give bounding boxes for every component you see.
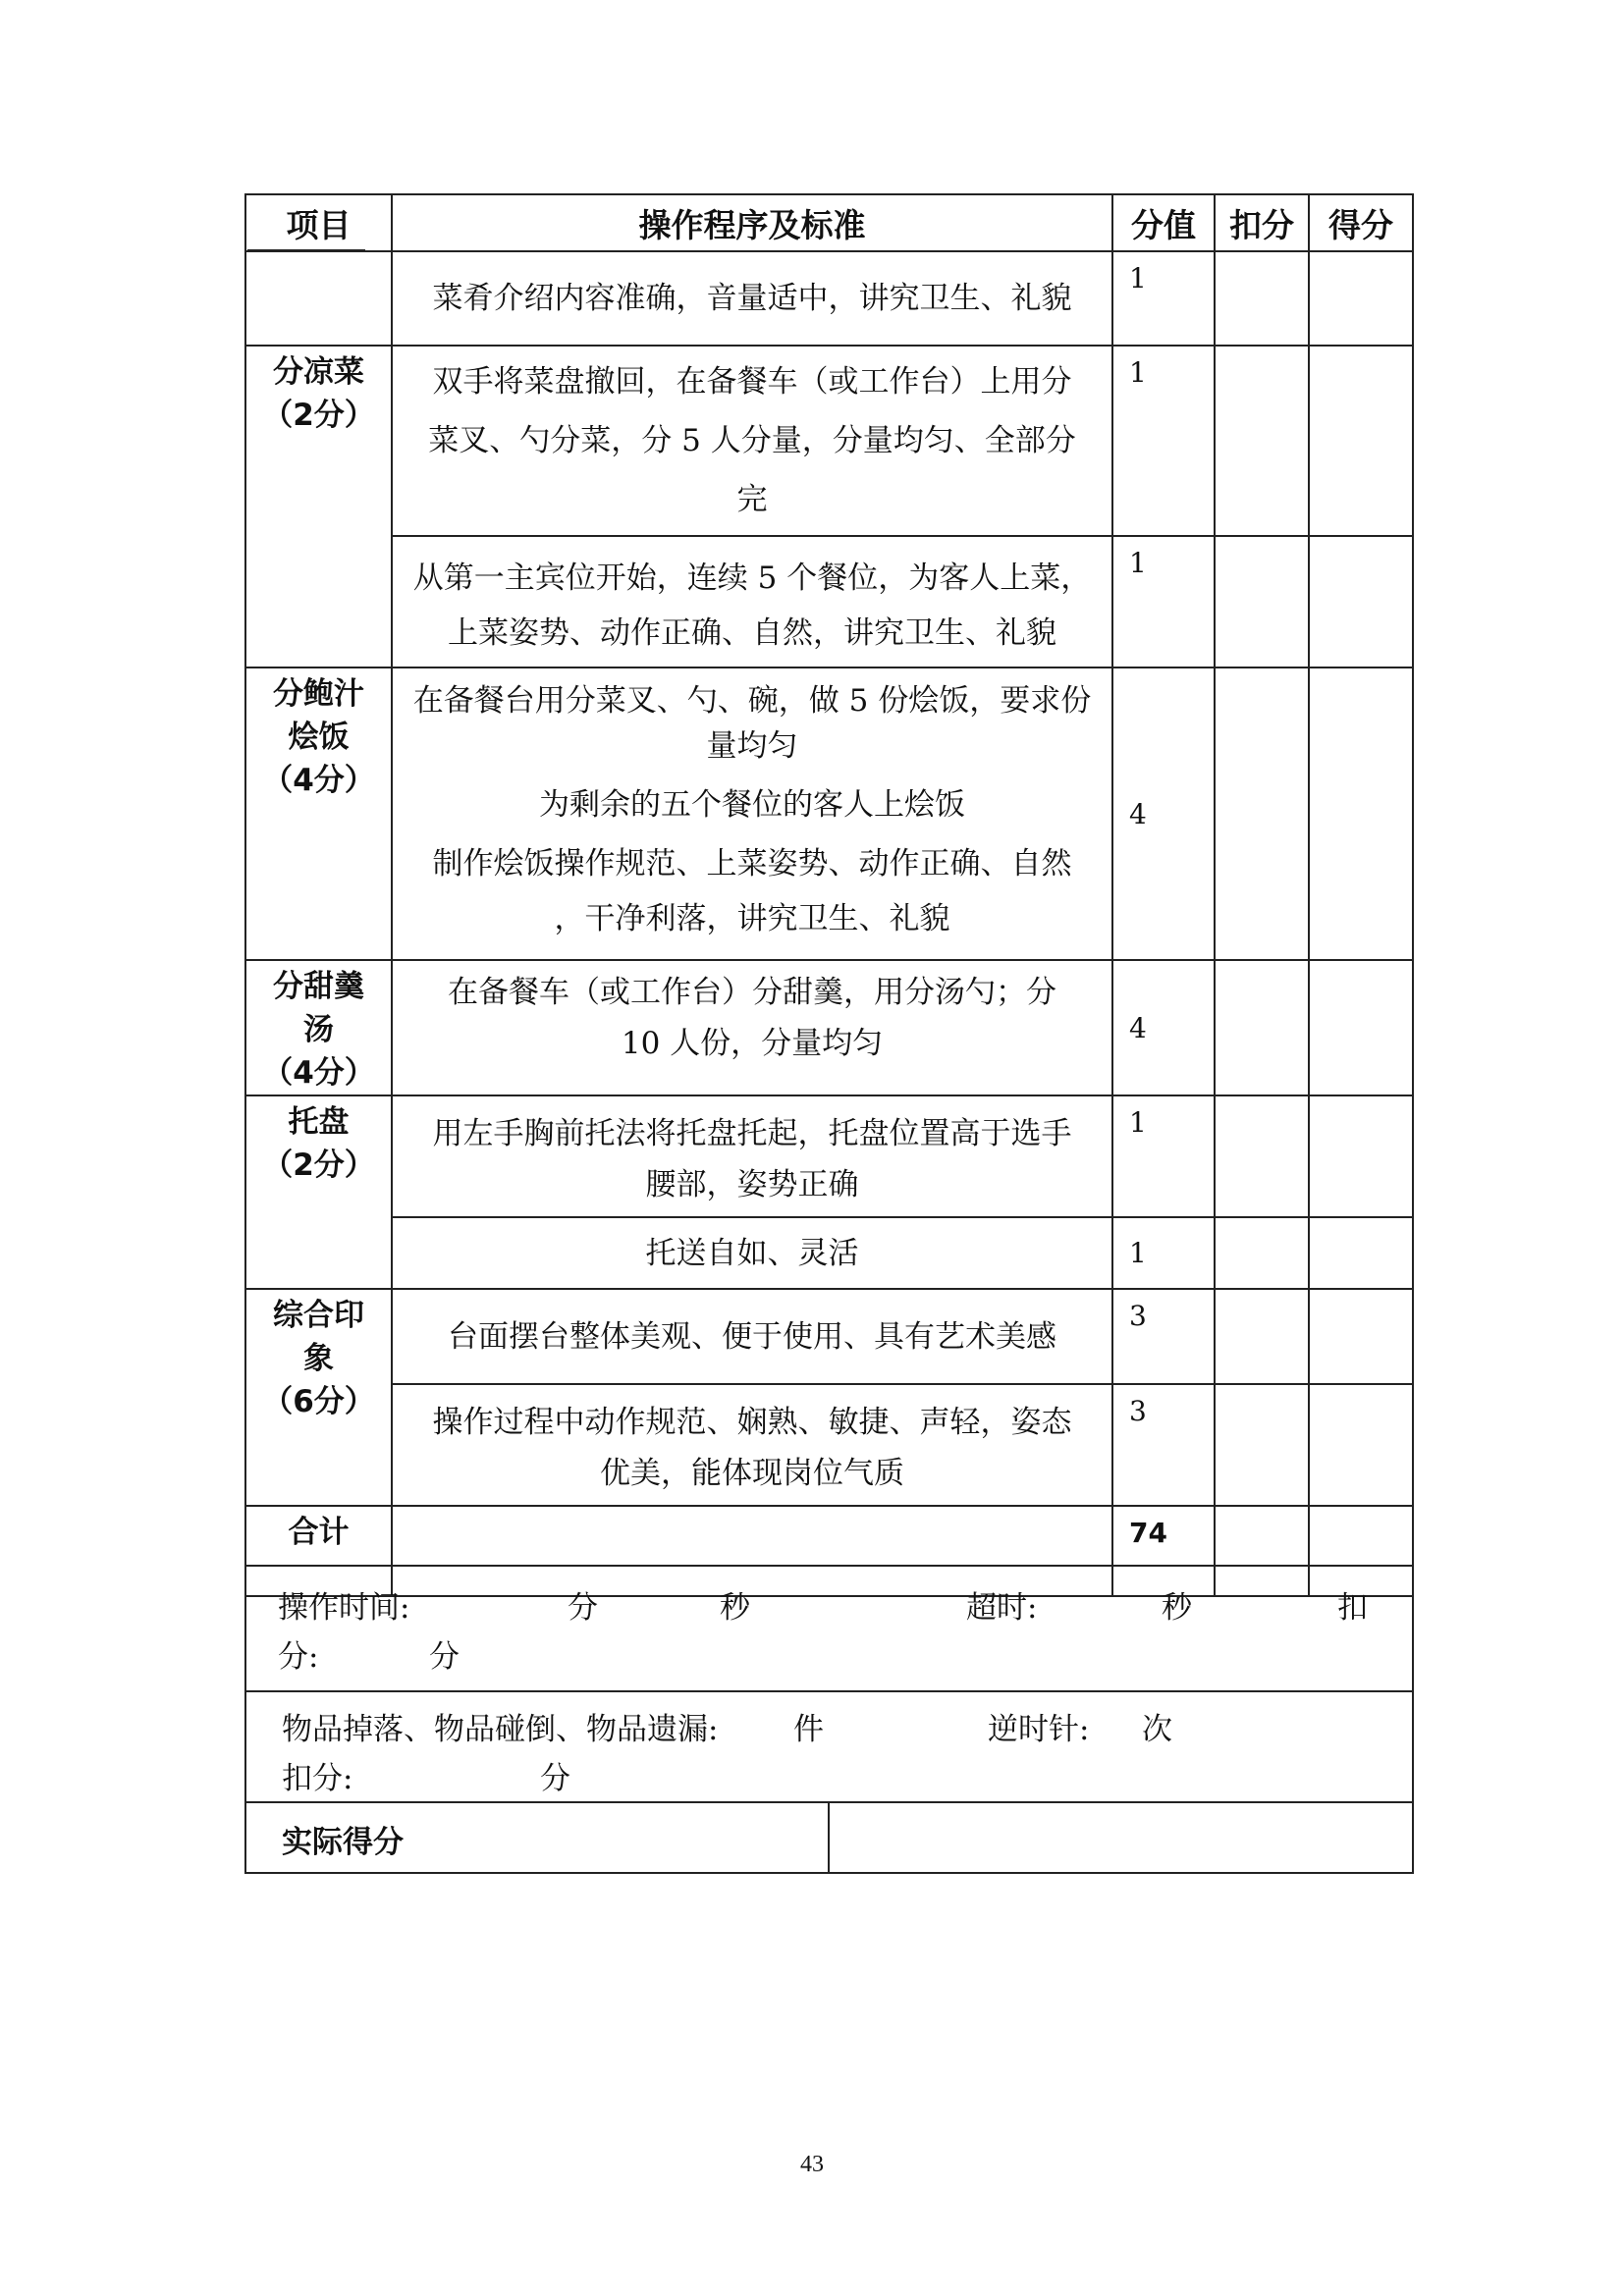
deduct-char: 扣 bbox=[1337, 1590, 1368, 1626]
score-cell[interactable] bbox=[1309, 1289, 1413, 1384]
table-row bbox=[245, 667, 1413, 960]
deduction-cell[interactable] bbox=[1215, 1384, 1309, 1506]
item-cell bbox=[245, 346, 392, 667]
table-row bbox=[245, 536, 1413, 667]
points-cell: 1 bbox=[1112, 251, 1215, 346]
header-item: 项目 bbox=[245, 194, 392, 251]
deduction-cell[interactable] bbox=[1215, 1217, 1309, 1289]
deduction-cell[interactable] bbox=[1215, 1289, 1309, 1384]
procedure-cell: 在备餐车（或工作台）分甜羹，用分汤勺；分 10 人份，分量均匀 bbox=[392, 960, 1112, 1095]
deduction-cell[interactable] bbox=[1215, 251, 1309, 346]
item-cell: 分甜羹 汤 （4分） bbox=[245, 960, 392, 1095]
item-cell: 分鲍汁 烩饭 （4分） bbox=[245, 667, 392, 960]
cell-divider-mark bbox=[247, 249, 365, 251]
items-cell[interactable] bbox=[245, 1691, 1413, 1802]
items-row bbox=[245, 1691, 1413, 1802]
table-row bbox=[245, 346, 1413, 536]
header-row bbox=[245, 194, 1413, 251]
ccw-unit: 次 bbox=[1142, 1712, 1172, 1747]
footer-table bbox=[244, 1565, 1414, 1874]
items-label: 物品掉落、物品碰倒、物品遗漏: bbox=[282, 1712, 719, 1747]
table-row bbox=[245, 251, 1413, 346]
item-label: 分凉菜 bbox=[273, 354, 364, 390]
item-cell bbox=[245, 251, 392, 346]
points-cell: 1 bbox=[1112, 1095, 1215, 1217]
deduct-label: 扣分: bbox=[282, 1761, 353, 1796]
procedure-cell: 菜肴介绍内容准确，音量适中，讲究卫生、礼貌 bbox=[392, 251, 1112, 346]
header-points: 分值 bbox=[1112, 194, 1215, 251]
table-row bbox=[245, 1217, 1413, 1289]
header-procedure: 操作程序及标准 bbox=[392, 194, 1112, 251]
procedure-cell: 在备餐台用分菜叉、勺、碗，做 5 份烩饭，要求份 量均匀 为剩余的五个餐位的客人上烩饭 制作烩饭操作规范、上菜姿势、动作正确、自然 ，干净利落，讲究卫生、礼貌 bbox=[392, 667, 1112, 960]
procedure-cell: 台面摆台整体美观、便于使用、具有艺术美感 bbox=[392, 1289, 1112, 1384]
score-cell[interactable] bbox=[1309, 960, 1413, 1095]
minute-unit: 分 bbox=[568, 1590, 598, 1626]
time-cell[interactable] bbox=[245, 1566, 1413, 1691]
table-row bbox=[245, 1095, 1413, 1217]
overtime-label: 超时: bbox=[966, 1590, 1038, 1626]
table-row bbox=[245, 1289, 1413, 1384]
score-cell[interactable] bbox=[1309, 1095, 1413, 1217]
time-row bbox=[245, 1566, 1413, 1691]
deduction-cell[interactable] bbox=[1215, 960, 1309, 1095]
scoring-table bbox=[244, 193, 1414, 1597]
score-cell[interactable] bbox=[1309, 346, 1413, 536]
points-cell: 1 bbox=[1112, 346, 1215, 536]
second-unit: 秒 bbox=[720, 1590, 750, 1626]
points-cell: 3 bbox=[1112, 1289, 1215, 1384]
item-cell: 综合印 象 （6分） bbox=[245, 1289, 392, 1506]
score-cell[interactable] bbox=[1309, 1384, 1413, 1506]
actual-score-label: 实际得分 bbox=[245, 1802, 829, 1873]
score-cell[interactable] bbox=[1309, 536, 1413, 667]
table-row bbox=[245, 960, 1413, 1095]
points-cell: 4 bbox=[1112, 667, 1215, 960]
deduct-unit: 分 bbox=[540, 1761, 570, 1796]
points-cell: 4 bbox=[1112, 960, 1215, 1095]
deduction-cell[interactable] bbox=[1215, 667, 1309, 960]
page-number: 43 bbox=[800, 2152, 824, 2177]
deduction-cell[interactable] bbox=[1215, 1095, 1309, 1217]
fen-label: 分: bbox=[278, 1639, 319, 1675]
procedure-cell: 用左手胸前托法将托盘托起，托盘位置高于选手 腰部，姿势正确 bbox=[392, 1095, 1112, 1217]
header-score: 得分 bbox=[1309, 194, 1413, 251]
points-cell: 3 bbox=[1112, 1384, 1215, 1506]
items-unit: 件 bbox=[793, 1712, 824, 1747]
score-cell[interactable] bbox=[1309, 251, 1413, 346]
points-cell: 1 bbox=[1112, 1217, 1215, 1289]
deduction-cell[interactable] bbox=[1215, 536, 1309, 667]
total-label: 合计 bbox=[245, 1506, 392, 1596]
score-cell[interactable] bbox=[1309, 1217, 1413, 1289]
total-points: 74 bbox=[1112, 1506, 1215, 1596]
procedure-cell: 双手将菜盘撤回，在备餐车（或工作台）上用分 菜叉、勺分菜，分 5 人分量，分量均匀、全部分 完 bbox=[392, 346, 1112, 536]
overtime-second-unit: 秒 bbox=[1162, 1590, 1192, 1626]
procedure-cell: 操作过程中动作规范、娴熟、敏捷、声轻，姿态 优美，能体现岗位气质 bbox=[392, 1384, 1112, 1506]
points-cell: 1 bbox=[1112, 536, 1215, 667]
header-deduction: 扣分 bbox=[1215, 194, 1309, 251]
item-points: （2分） bbox=[262, 398, 375, 433]
time-label: 操作时间: bbox=[278, 1590, 410, 1626]
procedure-cell: 托送自如、灵活 bbox=[392, 1217, 1112, 1289]
score-cell[interactable] bbox=[1309, 667, 1413, 960]
actual-row bbox=[245, 1802, 1413, 1873]
ccw-label: 逆时针: bbox=[988, 1712, 1090, 1747]
actual-score-value[interactable] bbox=[829, 1802, 1413, 1873]
fen-unit: 分 bbox=[429, 1639, 460, 1675]
procedure-cell: 从第一主宾位开始，连续 5 个餐位，为客人上菜， 上菜姿势、动作正确、自然，讲究卫生、礼貌 bbox=[392, 536, 1112, 667]
table-row bbox=[245, 1384, 1413, 1506]
item-cell: 托盘 （2分） bbox=[245, 1095, 392, 1289]
deduction-cell[interactable] bbox=[1215, 346, 1309, 536]
